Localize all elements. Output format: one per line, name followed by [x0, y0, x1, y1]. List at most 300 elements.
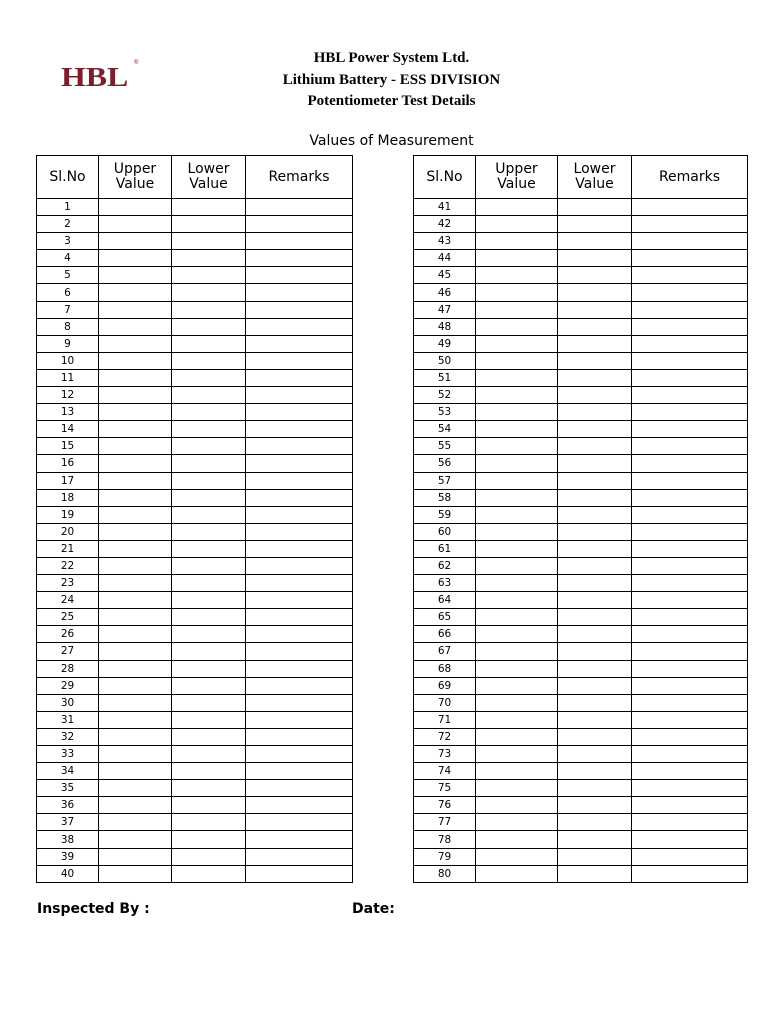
lower-value-cell[interactable]: [172, 865, 246, 882]
upper-value-cell[interactable]: [476, 780, 558, 797]
remarks-cell[interactable]: [632, 660, 748, 677]
upper-value-cell[interactable]: [99, 438, 172, 455]
lower-value-cell[interactable]: [172, 250, 246, 267]
upper-value-cell[interactable]: [99, 609, 172, 626]
upper-value-cell[interactable]: [476, 831, 558, 848]
sl-no-cell: 77: [414, 814, 476, 831]
remarks-cell[interactable]: [246, 284, 353, 301]
upper-value-cell[interactable]: [99, 352, 172, 369]
lower-value-cell[interactable]: [172, 694, 246, 711]
sl-no-cell: 78: [414, 831, 476, 848]
lower-value-cell[interactable]: [172, 352, 246, 369]
lower-value-cell[interactable]: [558, 421, 632, 438]
upper-value-cell[interactable]: [476, 694, 558, 711]
lower-value-cell[interactable]: [558, 763, 632, 780]
sl-no-cell: 36: [37, 797, 99, 814]
sl-no-cell: 11: [37, 369, 99, 386]
lower-value-cell[interactable]: [558, 848, 632, 865]
remarks-cell[interactable]: [632, 557, 748, 574]
table-row: [414, 592, 748, 609]
lower-value-cell[interactable]: [172, 592, 246, 609]
upper-value-cell[interactable]: [99, 626, 172, 643]
upper-value-cell[interactable]: [476, 746, 558, 763]
lower-value-cell[interactable]: [172, 233, 246, 250]
remarks-cell[interactable]: [246, 865, 353, 882]
sl-no-cell: 68: [414, 660, 476, 677]
remarks-cell[interactable]: [246, 489, 353, 506]
upper-value-cell[interactable]: [99, 728, 172, 745]
upper-value-cell[interactable]: [476, 284, 558, 301]
remarks-cell[interactable]: [246, 592, 353, 609]
lower-value-cell[interactable]: [558, 199, 632, 216]
remarks-cell[interactable]: [246, 335, 353, 352]
remarks-cell[interactable]: [246, 609, 353, 626]
lower-value-cell[interactable]: [558, 677, 632, 694]
lower-value-cell[interactable]: [172, 335, 246, 352]
sl-no-cell: 63: [414, 575, 476, 592]
sl-no-cell: 23: [37, 575, 99, 592]
lower-value-cell[interactable]: [558, 301, 632, 318]
upper-value-cell[interactable]: [99, 831, 172, 848]
lower-value-cell[interactable]: [558, 609, 632, 626]
sl-no-cell: 67: [414, 643, 476, 660]
lower-value-cell[interactable]: [172, 489, 246, 506]
document-title: Potentiometer Test Details: [307, 93, 476, 109]
lower-value-cell[interactable]: [172, 831, 246, 848]
lower-value-cell[interactable]: [558, 831, 632, 848]
remarks-cell[interactable]: [632, 318, 748, 335]
sl-no-cell: 48: [414, 318, 476, 335]
remarks-cell[interactable]: [246, 797, 353, 814]
table-row: [414, 267, 748, 284]
upper-value-cell[interactable]: [99, 643, 172, 660]
remarks-cell[interactable]: [246, 404, 353, 421]
remarks-cell[interactable]: [246, 352, 353, 369]
upper-value-cell[interactable]: [476, 352, 558, 369]
remarks-cell[interactable]: [246, 694, 353, 711]
remarks-cell[interactable]: [246, 626, 353, 643]
upper-value-cell[interactable]: [99, 404, 172, 421]
table-row: [37, 267, 353, 284]
upper-value-cell[interactable]: [476, 387, 558, 404]
upper-value-cell[interactable]: [99, 540, 172, 557]
lower-value-cell[interactable]: [172, 728, 246, 745]
lower-value-cell[interactable]: [558, 728, 632, 745]
upper-value-cell[interactable]: [476, 506, 558, 523]
lower-value-cell[interactable]: [172, 746, 246, 763]
lower-value-cell[interactable]: [558, 797, 632, 814]
lower-value-cell[interactable]: [558, 233, 632, 250]
upper-value-cell[interactable]: [99, 677, 172, 694]
remarks-cell[interactable]: [246, 831, 353, 848]
remarks-cell[interactable]: [632, 677, 748, 694]
remarks-cell[interactable]: [632, 643, 748, 660]
lower-value-cell[interactable]: [558, 369, 632, 386]
lower-value-cell[interactable]: [172, 301, 246, 318]
upper-value-cell[interactable]: [476, 335, 558, 352]
table-row: [37, 472, 353, 489]
remarks-cell[interactable]: [632, 763, 748, 780]
remarks-cell[interactable]: [246, 472, 353, 489]
upper-value-cell[interactable]: [476, 455, 558, 472]
sl-no-cell: 34: [37, 763, 99, 780]
lower-value-cell[interactable]: [172, 848, 246, 865]
lower-value-cell[interactable]: [172, 711, 246, 728]
upper-value-cell[interactable]: [476, 711, 558, 728]
remarks-cell[interactable]: [632, 711, 748, 728]
remarks-cell[interactable]: [246, 506, 353, 523]
lower-value-cell[interactable]: [172, 267, 246, 284]
upper-value-cell[interactable]: [99, 780, 172, 797]
remarks-cell[interactable]: [632, 301, 748, 318]
lower-value-cell[interactable]: [172, 216, 246, 233]
upper-value-cell[interactable]: [99, 575, 172, 592]
remarks-cell[interactable]: [632, 848, 748, 865]
lower-value-cell[interactable]: [172, 421, 246, 438]
table-row: [414, 728, 748, 745]
remarks-cell[interactable]: [632, 404, 748, 421]
upper-value-cell[interactable]: [476, 865, 558, 882]
remarks-cell[interactable]: [246, 711, 353, 728]
sl-no-cell: 75: [414, 780, 476, 797]
table-row: [37, 523, 353, 540]
remarks-cell[interactable]: [246, 814, 353, 831]
upper-value-cell[interactable]: [476, 369, 558, 386]
lower-value-cell[interactable]: [172, 523, 246, 540]
remarks-cell[interactable]: [632, 814, 748, 831]
sl-no-cell: 62: [414, 557, 476, 574]
upper-value-cell[interactable]: [476, 814, 558, 831]
table-row: [37, 797, 353, 814]
upper-value-cell[interactable]: [476, 489, 558, 506]
lower-value-cell[interactable]: [558, 506, 632, 523]
sl-no-cell: 72: [414, 728, 476, 745]
table-row: [37, 455, 353, 472]
upper-value-cell[interactable]: [99, 814, 172, 831]
upper-value-cell[interactable]: [476, 472, 558, 489]
remarks-cell[interactable]: [632, 609, 748, 626]
upper-value-cell[interactable]: [476, 233, 558, 250]
upper-value-cell[interactable]: [99, 318, 172, 335]
sl-no-cell: 42: [414, 216, 476, 233]
table-row: [37, 848, 353, 865]
remarks-cell[interactable]: [632, 506, 748, 523]
sl-no-cell: 49: [414, 335, 476, 352]
remarks-cell[interactable]: [246, 763, 353, 780]
upper-value-cell[interactable]: [476, 660, 558, 677]
remarks-cell[interactable]: [632, 438, 748, 455]
lower-value-cell[interactable]: [172, 677, 246, 694]
remarks-cell[interactable]: [246, 216, 353, 233]
upper-value-cell[interactable]: [476, 250, 558, 267]
lower-value-cell[interactable]: [558, 250, 632, 267]
lower-value-cell[interactable]: [558, 780, 632, 797]
remarks-cell[interactable]: [632, 267, 748, 284]
lower-value-cell[interactable]: [172, 318, 246, 335]
lower-value-cell[interactable]: [558, 404, 632, 421]
measurement-table-left: [36, 155, 353, 883]
remarks-cell[interactable]: [632, 369, 748, 386]
upper-value-cell[interactable]: [476, 797, 558, 814]
lower-value-cell[interactable]: [172, 438, 246, 455]
remarks-cell[interactable]: [632, 455, 748, 472]
remarks-cell[interactable]: [632, 199, 748, 216]
upper-value-cell[interactable]: [99, 797, 172, 814]
remarks-cell[interactable]: [246, 250, 353, 267]
table-row: [414, 609, 748, 626]
remarks-cell[interactable]: [632, 216, 748, 233]
sl-no-cell: 13: [37, 404, 99, 421]
lower-value-cell[interactable]: [172, 797, 246, 814]
sl-no-cell: 15: [37, 438, 99, 455]
upper-value-cell[interactable]: [476, 575, 558, 592]
lower-value-cell[interactable]: [172, 557, 246, 574]
upper-value-cell[interactable]: [99, 865, 172, 882]
remarks-cell[interactable]: [246, 318, 353, 335]
remarks-cell[interactable]: [246, 643, 353, 660]
remarks-cell[interactable]: [246, 387, 353, 404]
table-row: [414, 233, 748, 250]
lower-value-cell[interactable]: [172, 626, 246, 643]
remarks-cell[interactable]: [632, 575, 748, 592]
upper-value-cell[interactable]: [99, 301, 172, 318]
lower-value-cell[interactable]: [558, 216, 632, 233]
lower-value-cell[interactable]: [558, 523, 632, 540]
lower-value-cell[interactable]: [558, 746, 632, 763]
remarks-cell[interactable]: [632, 865, 748, 882]
sl-no-cell: 37: [37, 814, 99, 831]
lower-value-cell[interactable]: [172, 780, 246, 797]
upper-value-cell[interactable]: [99, 250, 172, 267]
upper-value-cell[interactable]: [476, 216, 558, 233]
lower-value-cell[interactable]: [558, 489, 632, 506]
upper-value-cell[interactable]: [476, 848, 558, 865]
remarks-cell[interactable]: [632, 780, 748, 797]
lower-value-cell[interactable]: [172, 540, 246, 557]
sl-no-cell: 1: [37, 199, 99, 216]
remarks-cell[interactable]: [632, 421, 748, 438]
remarks-cell[interactable]: [632, 284, 748, 301]
upper-value-cell[interactable]: [99, 216, 172, 233]
upper-value-cell[interactable]: [476, 728, 558, 745]
remarks-cell[interactable]: [246, 540, 353, 557]
table-row: [37, 814, 353, 831]
remarks-cell[interactable]: [246, 523, 353, 540]
upper-value-cell[interactable]: [99, 387, 172, 404]
lower-value-cell[interactable]: [558, 387, 632, 404]
upper-value-cell[interactable]: [99, 763, 172, 780]
lower-value-cell[interactable]: [172, 369, 246, 386]
table-row: [414, 404, 748, 421]
lower-value-cell[interactable]: [172, 387, 246, 404]
lower-value-cell[interactable]: [558, 335, 632, 352]
table-row: [414, 831, 748, 848]
table-row: [414, 660, 748, 677]
remarks-cell[interactable]: [246, 455, 353, 472]
upper-value-cell[interactable]: [476, 267, 558, 284]
sl-no-cell: 58: [414, 489, 476, 506]
remarks-cell[interactable]: [632, 626, 748, 643]
remarks-cell[interactable]: [246, 233, 353, 250]
upper-value-cell[interactable]: [99, 557, 172, 574]
upper-value-cell[interactable]: [476, 199, 558, 216]
lower-value-cell[interactable]: [172, 506, 246, 523]
upper-value-cell[interactable]: [99, 199, 172, 216]
upper-value-cell[interactable]: [99, 506, 172, 523]
sl-no-cell: 73: [414, 746, 476, 763]
lower-value-cell[interactable]: [558, 660, 632, 677]
lower-value-cell[interactable]: [172, 643, 246, 660]
remarks-cell[interactable]: [246, 199, 353, 216]
upper-value-cell[interactable]: [99, 694, 172, 711]
remarks-cell[interactable]: [246, 421, 353, 438]
remarks-cell[interactable]: [632, 352, 748, 369]
remarks-cell[interactable]: [246, 728, 353, 745]
remarks-cell[interactable]: [632, 233, 748, 250]
remarks-cell[interactable]: [246, 575, 353, 592]
sl-no-cell: 50: [414, 352, 476, 369]
upper-value-cell[interactable]: [99, 523, 172, 540]
lower-value-cell[interactable]: [558, 626, 632, 643]
remarks-cell[interactable]: [632, 335, 748, 352]
remarks-cell[interactable]: [246, 848, 353, 865]
upper-value-cell[interactable]: [99, 848, 172, 865]
sl-no-cell: 35: [37, 780, 99, 797]
upper-value-cell[interactable]: [99, 267, 172, 284]
table-row: [414, 797, 748, 814]
sl-no-cell: 38: [37, 831, 99, 848]
upper-value-cell[interactable]: [476, 609, 558, 626]
lower-value-cell[interactable]: [558, 455, 632, 472]
upper-value-cell[interactable]: [476, 643, 558, 660]
lower-value-cell[interactable]: [558, 472, 632, 489]
lower-value-cell[interactable]: [172, 404, 246, 421]
remarks-cell[interactable]: [246, 369, 353, 386]
lower-value-cell[interactable]: [172, 284, 246, 301]
sl-no-cell: 22: [37, 557, 99, 574]
remarks-cell[interactable]: [632, 592, 748, 609]
upper-value-cell[interactable]: [99, 746, 172, 763]
lower-value-cell[interactable]: [172, 609, 246, 626]
sl-no-cell: 70: [414, 694, 476, 711]
table-row: [37, 233, 353, 250]
upper-value-cell[interactable]: [476, 592, 558, 609]
lower-value-cell[interactable]: [558, 865, 632, 882]
table-row: [37, 763, 353, 780]
sl-no-cell: 12: [37, 387, 99, 404]
sl-no-cell: 43: [414, 233, 476, 250]
upper-value-cell[interactable]: [476, 438, 558, 455]
upper-value-cell[interactable]: [99, 369, 172, 386]
remarks-cell[interactable]: [632, 797, 748, 814]
remarks-cell[interactable]: [246, 301, 353, 318]
sl-no-cell: 14: [37, 421, 99, 438]
table-row: [414, 369, 748, 386]
lower-value-cell[interactable]: [558, 711, 632, 728]
remarks-cell[interactable]: [246, 267, 353, 284]
remarks-cell[interactable]: [246, 677, 353, 694]
lower-value-cell[interactable]: [558, 438, 632, 455]
upper-value-cell[interactable]: [99, 421, 172, 438]
lower-value-cell[interactable]: [172, 660, 246, 677]
upper-value-cell[interactable]: [476, 404, 558, 421]
remarks-cell[interactable]: [632, 387, 748, 404]
upper-value-cell[interactable]: [476, 421, 558, 438]
upper-value-cell[interactable]: [476, 763, 558, 780]
remarks-cell[interactable]: [632, 540, 748, 557]
upper-value-cell[interactable]: [99, 455, 172, 472]
upper-value-cell[interactable]: [476, 523, 558, 540]
upper-value-cell[interactable]: [99, 660, 172, 677]
remarks-cell[interactable]: [632, 728, 748, 745]
header-sl-no: Sl.No: [37, 156, 99, 199]
lower-value-cell[interactable]: [558, 352, 632, 369]
lower-value-cell[interactable]: [558, 557, 632, 574]
upper-value-cell[interactable]: [99, 489, 172, 506]
upper-value-cell[interactable]: [476, 540, 558, 557]
upper-value-cell[interactable]: [99, 711, 172, 728]
upper-value-cell[interactable]: [99, 335, 172, 352]
table-row: [414, 523, 748, 540]
lower-value-cell[interactable]: [558, 694, 632, 711]
remarks-cell[interactable]: [246, 780, 353, 797]
lower-value-cell[interactable]: [558, 284, 632, 301]
lower-value-cell[interactable]: [172, 472, 246, 489]
remarks-cell[interactable]: [632, 523, 748, 540]
lower-value-cell[interactable]: [172, 814, 246, 831]
lower-value-cell[interactable]: [558, 592, 632, 609]
upper-value-cell[interactable]: [99, 233, 172, 250]
table-row: [414, 677, 748, 694]
lower-value-cell[interactable]: [558, 540, 632, 557]
lower-value-cell[interactable]: [172, 455, 246, 472]
lower-value-cell[interactable]: [558, 267, 632, 284]
remarks-cell[interactable]: [632, 250, 748, 267]
table-row: [37, 250, 353, 267]
table-row: [37, 626, 353, 643]
remarks-cell[interactable]: [246, 660, 353, 677]
table-row: [37, 677, 353, 694]
lower-value-cell[interactable]: [558, 575, 632, 592]
table-row: [414, 250, 748, 267]
remarks-cell[interactable]: [632, 472, 748, 489]
remarks-cell[interactable]: [246, 438, 353, 455]
remarks-cell[interactable]: [632, 746, 748, 763]
lower-value-cell[interactable]: [558, 643, 632, 660]
upper-value-cell[interactable]: [99, 284, 172, 301]
lower-value-cell[interactable]: [172, 575, 246, 592]
lower-value-cell[interactable]: [558, 318, 632, 335]
upper-value-cell[interactable]: [99, 592, 172, 609]
remarks-cell[interactable]: [632, 694, 748, 711]
lower-value-cell[interactable]: [172, 763, 246, 780]
sl-no-cell: 53: [414, 404, 476, 421]
remarks-cell[interactable]: [632, 831, 748, 848]
sl-no-cell: 45: [414, 267, 476, 284]
lower-value-cell[interactable]: [172, 199, 246, 216]
remarks-cell[interactable]: [246, 557, 353, 574]
upper-value-cell[interactable]: [476, 677, 558, 694]
upper-value-cell[interactable]: [476, 301, 558, 318]
upper-value-cell[interactable]: [476, 626, 558, 643]
upper-value-cell[interactable]: [476, 318, 558, 335]
lower-value-cell[interactable]: [558, 814, 632, 831]
upper-value-cell[interactable]: [476, 557, 558, 574]
remarks-cell[interactable]: [246, 746, 353, 763]
upper-value-cell[interactable]: [99, 472, 172, 489]
remarks-cell[interactable]: [632, 489, 748, 506]
table-row: [37, 352, 353, 369]
